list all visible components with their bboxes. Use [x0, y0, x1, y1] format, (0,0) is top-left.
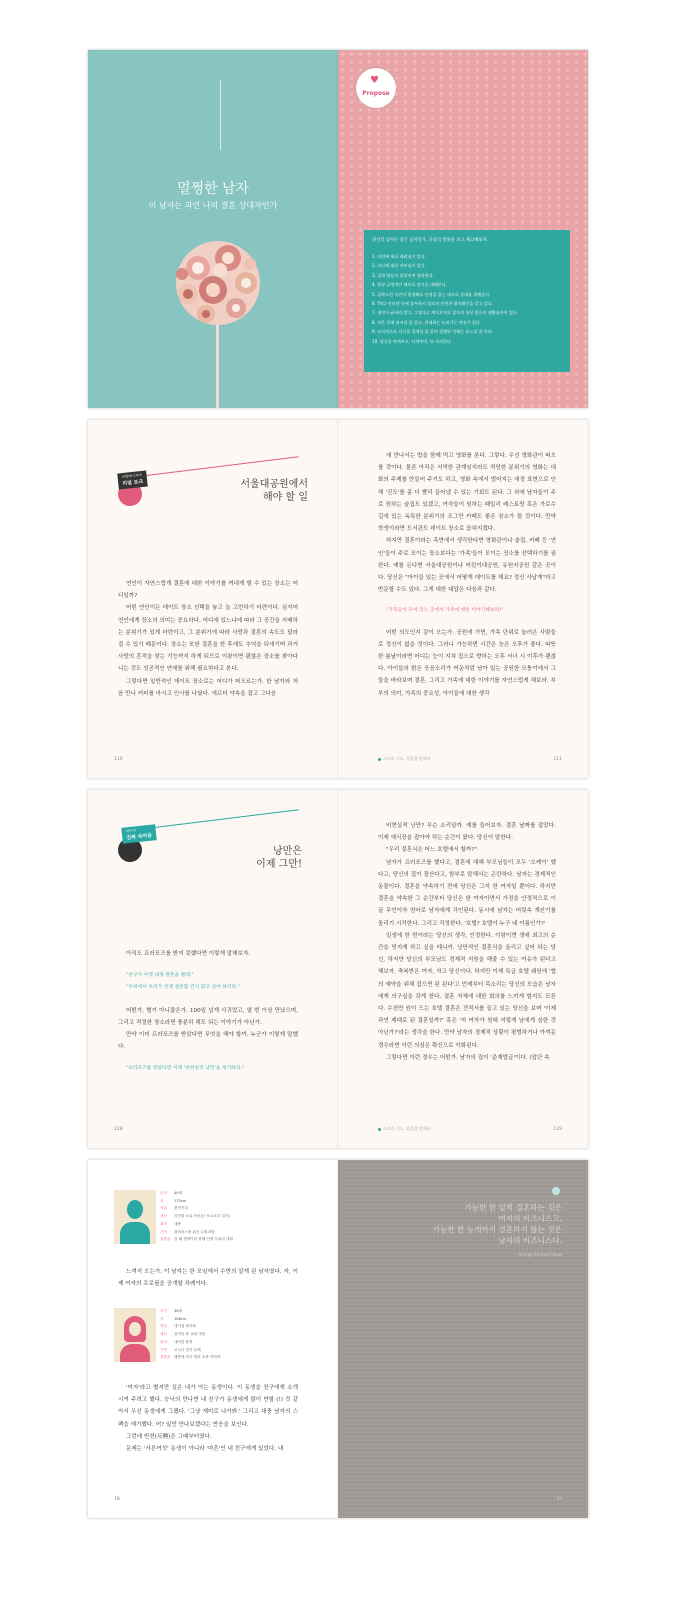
checklist-item: 5. 급박스런 사건이 발생해도 안정감 있는 태도로 상대를 위해준다.: [372, 291, 491, 297]
profile-value: 행충에 하가 벌어 소중 이어야: [174, 1355, 221, 1360]
profile-label: 나이: [160, 1309, 167, 1313]
running-footer-text: 스토리 기도. 결혼을 앞에서: [383, 1126, 431, 1131]
paragraph: 아직도 프러포즈를 받지 못했다면 이렇게 말해보자.: [126, 951, 251, 957]
checklist-item: 3. 집과 방들이 잘되어져 정리된다.: [372, 272, 434, 278]
profile-value: 36세: [174, 1309, 183, 1313]
profile-value: 코니너 천기 들께: [174, 1347, 201, 1352]
body-text: [118, 948, 298, 1076]
profile-row: [160, 1205, 233, 1213]
checklist-item: 9. 도덕적으로 자신을 절제할 줄 알며 절쟁된 것에는 분노할 줄 안다.: [372, 329, 494, 335]
running-footer-text: 스토리 기도. 결혼을 앞에서: [383, 756, 431, 761]
pull-quote: "프러포즈를 받았다면 이제 '비현실적 낭만'을 제거하라.": [126, 1066, 245, 1072]
paragraph: 비현실적 낭만? 무슨 소리일까. 예를 들어보자. 결혼 날짜를 잡았다. 이제 예식장을 잡아야 하는 순간이 왔다. 당신이 말한다.: [378, 823, 556, 842]
gutter: [337, 790, 339, 1148]
profile-value: 168cm: [174, 1316, 187, 1321]
left-page: [88, 420, 338, 778]
badge-main-label: 진짜 속마음: [126, 832, 153, 842]
profile-value: 내차한 불경: [174, 1339, 193, 1344]
propose-badge-label: Propose: [362, 90, 390, 97]
profile-row: [160, 1213, 233, 1221]
pull-quote: "친구가 어젯 내게 결혼을 했대.": [126, 973, 194, 979]
profile-label: 가족: [160, 1229, 167, 1234]
paragraph: 문제는 '서른여섯' 동생이 아니라 '마흔'인 내 친구에게 있었다. 내: [126, 1446, 284, 1453]
male-profile-table: [160, 1190, 233, 1244]
section-heading-line: 서울대공원에서: [240, 479, 308, 490]
profile-value: 40세: [174, 1191, 183, 1195]
running-footer: [378, 1126, 431, 1132]
paragraph: 어떤 연인이든 데이트 장소 선택을 놓고 늘 고민하기 마련이다. 심지어 연인에게 장소의 의미는 중요하다. 어디에 있느냐에 따라 그 공간을 지배하는 분위기가 있게 마련이고, 그 분위기에 따라 사랑과 결혼의 속도도 달라질 수 있기 때문이다. 장소는 또한 결혼을 한 후에도 추억을 되새기며 과거 사랑의 흔적을 찾는 기능까지 하게 되므로 이왕이면 괜찮은 장소를 찾아다니는 것도 성공적인 연애를 위해 필요하다고 본다.: [118, 605, 298, 673]
left-page: [88, 1160, 338, 1518]
body-text: [378, 820, 556, 1064]
checklist-box: [364, 230, 570, 372]
quote-line: 여자의 비즈니스고,: [498, 1214, 562, 1223]
body-text: [118, 578, 298, 700]
paragraph: 연인이 자연스럽게 결혼에 대한 이야기를 꺼내게 할 수 있는 장소는 어디일까?: [118, 581, 298, 600]
body-shape: [120, 1222, 150, 1244]
profile-value: 중견기업: [174, 1206, 188, 1211]
page-number: 129: [553, 1127, 562, 1132]
gutter: [337, 420, 339, 778]
divider-line: [220, 80, 221, 150]
female-avatar: [114, 1308, 156, 1362]
body-shape: [120, 1344, 150, 1362]
section-heading: [240, 478, 308, 504]
checklist-item: 1. 타인에 대한 배려심이 있다.: [372, 254, 426, 259]
quote-text: [362, 1202, 562, 1246]
profile-value: 잉 때 갭케이더 함께 인생 우위의 개최: [174, 1237, 233, 1242]
profile-row: [160, 1339, 220, 1347]
profile-row: [160, 1236, 233, 1244]
paragraph: 그런데 반전(反轉)은 그때부터였다.: [126, 1433, 212, 1440]
female-profile-table: [160, 1308, 220, 1362]
chapter-subtitle: 이 남자는 과연 나의 결혼 상대자인가: [148, 201, 278, 210]
quote-bubble-icon: [552, 1187, 560, 1195]
male-caption: 느껴지 오는가. 이 남자는 한 모임에서 수면의 알게 된 남자였다. 자, 이제 여자의 프로필을 공개할 차례이다.: [118, 1269, 298, 1288]
checklist-intro: 당신의 남자는 좋은 남자인가, 다음의 항목을 보고 체크해보자.: [372, 238, 489, 243]
profile-value: 대기업 회사원: [174, 1324, 196, 1329]
badge-top-label: 뇌부의: [125, 828, 136, 834]
bullet-icon: [378, 758, 381, 761]
profile-row: [160, 1221, 233, 1229]
spread-romance: [88, 790, 588, 1148]
page-number: 110: [114, 757, 123, 762]
profile-label: 취미: [160, 1339, 167, 1344]
propose-badge: [356, 68, 396, 108]
pull-quote: "주위에서 우리가 언제 결혼할 건지 많고 싶어 하더라.": [126, 985, 240, 991]
quote-page: [338, 1160, 588, 1518]
profile-label: 가족: [160, 1347, 167, 1352]
quote-line: 가능한 한 늦게까지 결혼하지 않는 것은: [432, 1225, 562, 1234]
head-shape: [127, 1200, 143, 1219]
flower-tree-illustration: [158, 228, 278, 408]
profile-row: [160, 1331, 220, 1339]
profile-label: 직업: [160, 1206, 167, 1211]
face-shape: [129, 1322, 141, 1336]
cover-left-page: [88, 50, 338, 408]
section-heading-line: 낭만은: [273, 846, 302, 857]
paragraph: 일생에 한 번이라는 당신의 생각, 인정한다. 이왕이면 생애 최고의 순간을 멋지게 하고 싶을 테니까. 낭만적인 결혼식을 올리고 싶어 하는 당신, 하지만 당신의 부모님도 경제적 지원을 해줄 수 있는 여유가 된다고 해보자. 축복받은 여자, 자고 당신이다. 하지만 이제 특급 호텔 웨딩에 '협의 예약을 위해 잡으면 된 된다'고 언제부터 목소리는 당신의 모습은 남자에게 의구심을 갖게 한다. 결혼 자체에 대한 회의를 느끼게 할지도 모른다. 수천만 원이 드는 호텔 결혼은 견적서를 들고 있는 당신을 보며 '이제 과연 제대로 된 결혼일까?' 혹은 '저 여자가 원래 저렇게 남에게 심한 것 아닌가?'라는 생각을 한다. 만약 남자의 경제적 상황이 평범하거나 아껴둔 경우라면 이런 의심은 확신으로 악화된다.: [378, 932, 556, 1049]
quote-line: 가능한 한 일찍 결혼하는 것은: [464, 1203, 562, 1212]
section-heading-line: 이제 그만!: [256, 859, 302, 870]
paragraph: 그렇다면 이런 경우는 어떤가. 남자의 집이 '준재벌급'이다. (앞단 속: [386, 1054, 550, 1061]
checklist-item: 10. 당신을 아껴주고, 아껴주며, 또 아껴준다.: [372, 338, 453, 344]
section-badge: [121, 824, 156, 843]
paragraph: 어떤가, 별거 아니잖은가. 100일 넘게 사귀었고, 열 번 이상 만났으며, 그리고 적절한 장소라면 충분히 해도 되는 이야기가 아닌가.: [118, 1007, 298, 1026]
spread-cover: [88, 50, 588, 408]
male-avatar: [114, 1190, 156, 1244]
profile-label: 취미: [160, 1221, 167, 1226]
profile-row: [160, 1347, 220, 1355]
checklist-item: 4. 항상 긍정적인 태도로 당신을 대해준다.: [372, 282, 447, 288]
profile-row: [160, 1323, 220, 1331]
section-badge: [117, 471, 148, 490]
checklist-item: 2. 자신에 대한 자부심이 있다.: [372, 263, 426, 269]
badge-main-label: 리얼 토크: [122, 478, 144, 488]
right-page: [338, 790, 588, 1148]
profile-value: 유아동 중 교편 대당: [174, 1332, 206, 1337]
profile-value: 플러마스품 쉬신 두원과함: [174, 1229, 215, 1234]
profile-row: [160, 1308, 220, 1316]
profile-label: 나이: [160, 1191, 167, 1195]
paragraph: 하지만 결혼이라는 측면에서 생각한다면 영화관이나 술집, 커페 등 '연인'들이 주로 모이는 장소보다는 '가족'들이 모이는 장소를 선택하기를 권한다. 예를 든다면 서울대공원이나 어린이대공원, 유원지공원 같은 곳이다. 당신은 "아이들 있는 곳에서 어떻게 데이트를 해요? 정신 사납게"라고 반문할 수도 있다. 그게 대한 대답은 다음과 같다.: [378, 538, 556, 594]
spread-profiles: [88, 1160, 588, 1518]
profile-row: [160, 1354, 220, 1362]
profile-row: [160, 1190, 233, 1198]
profile-label: 재산: [160, 1332, 167, 1337]
profile-label: 결혼관: [160, 1355, 171, 1360]
page-number: 18: [114, 1497, 120, 1502]
page-number: 19: [556, 1497, 562, 1502]
profile-value: 마진혀 소유 아서(근 프로포우 알기): [174, 1214, 230, 1219]
profile-row: [160, 1198, 233, 1206]
body-text: [118, 1382, 298, 1455]
left-page: [88, 790, 338, 1148]
section-heading: [256, 845, 302, 871]
profile-label: 직업: [160, 1324, 167, 1329]
profile-label: 키: [160, 1198, 164, 1203]
spread-seoul-park: [88, 420, 588, 778]
gutter: [337, 50, 339, 408]
quote-author: - George Bernard Shaw: [515, 1252, 562, 1257]
profile-value: 대중: [174, 1221, 181, 1226]
profile-label: 재산: [160, 1214, 167, 1219]
paragraph: 만약 이미 프러포즈를 받았다면 무엇을 해야 할까. 누군가 이렇게 말했다.: [118, 1032, 298, 1051]
page-number: 111: [553, 757, 562, 762]
checklist-page: [338, 50, 588, 408]
profile-row: [160, 1316, 220, 1324]
accent-line: [130, 456, 299, 478]
heart-icon: ♥: [370, 75, 379, 86]
badge-top-label: 커플매니저의: [121, 473, 143, 480]
checklist-item: 6. TV나 인터넷 등에 몰두하지 않으며 건전한 취미활동을 갖고 있다.: [372, 301, 494, 307]
paragraph: 그렇다면 일반적인 데이트 장소로는 어디가 떠오르는가. 한 남자와 처음 만나 커피를 마시고 인사를 나눴다. 애프터 약속을 잡고 그다음: [118, 678, 298, 697]
paragraph: 어떤 의도인지 감이 오는가. 공원에 가면, 가족 단위로 놀러온 사람들로 정신이 없을 것이다. 그러니 가능하면 시간은 늦은 오후가 좋다. 따뜻한 봄날이라면 어디는 눈이 지쳐 집으로 향하는 오후 서너 시 이후가 괜찮다. 아이들의 밝은 웃음소리가 여운처럼 남아 있는 공원한 모퉁이에서 그들을 바라보며 결혼, 그리고 가족에 대한 이야기를 자연스럽게 해보라. 부부의 의미, 가족의 중요성, 아이들에 대한 생각: [378, 629, 556, 697]
paragraph: "우리 결혼식은 어느 호텔에서 할까?": [386, 847, 477, 854]
section-heading-line: 해야 할 일: [263, 492, 308, 503]
profile-row: [160, 1229, 233, 1237]
paragraph: 남자가 프러포즈를 했다고, 결혼에 대해 부모님들이 모두 '오케이' 했다고, 당신의 집이 잘산다고, 함부로 말해서는 곤란하다. 남자는 경제적인 동물이다. 결혼을 약속하기 전에 당신은 그저 한 여자일 뿐이다. 하지만 결혼을 약속한 그 순간부터 당신은 한 여자이면서 가정을 안정적으로 이끌 무언이자 엄마로 남자에게 각인된다. 동시에 남자는 머릿속 계산기를 돌리기 시작한다. 그리고 걱정한다. '호텔? 호텔이 누구 네 이름인가?': [378, 859, 556, 927]
quote-line: 남자의 비즈니스다.: [498, 1236, 562, 1245]
pull-quote: "가족들이 모여 있는 곳에서 가족에 대한 이야기해보라!": [386, 608, 504, 614]
profile-label: 결혼관: [160, 1237, 171, 1242]
checklist-item: 8. 작은 일에 용서할 줄 알고, 관대하는 도리가는 여유가 있다.: [372, 319, 482, 325]
profile-value: 175cm: [174, 1198, 187, 1203]
paragraph: 에 만나서는 밥을 함께 먹고 영화를 본다. 그렇다. 우선 영화관이 떠오를 것이다. 물론 아직은 서먹한 관계임지라도 적당한 분위기의 영화는 대화의 주제를 만들어 주기도 하고, 영화 속에서 벌어지는 애정 표현으로 인해 '진도'를 좀 더 빨리 끌어낼 수 있는 기회도 된다. 그 외에 남자들이 주로 원하는 술집도 있겠고, 여자들이 원하는 패밀리 레스토랑 혹은 가로수길에 있는 독특한 분위기의 조그만 카페도 좋은 장소가 될 것이다. 만약 학생이라면 도서관도 데이트 장소로 꼽혀지겠다.: [378, 453, 556, 533]
bullet-icon: [378, 1128, 381, 1131]
page-number: 128: [114, 1127, 123, 1132]
profile-label: 키: [160, 1316, 164, 1321]
paragraph: '여자'라고 별지만 실은 내가 아는 동생이다. 이 동생을 친구에게 소개시켜 주려고 했다. 승낙의 만나면 내 친구가 동생에게 많이 반할 (!) 것 같아서 우선 동생에게 그랬다. '그냥 재미로 나가봐.' 그리고 대충 남자의 스펙을 얘기했다. 어? 일만 만나보겠다는 반응을 보인다.: [118, 1385, 298, 1428]
right-page: [338, 420, 588, 778]
running-footer: [378, 756, 431, 762]
chapter-title: 멀쩡한 남자: [176, 181, 250, 197]
checklist-item: 7. 생각이 굳바라 많고, 그렇다고 계으르지도 않으며 항상 좋은의 생활습관이 있다.: [372, 310, 519, 316]
gutter: [337, 1160, 339, 1518]
body-text: [378, 450, 556, 700]
